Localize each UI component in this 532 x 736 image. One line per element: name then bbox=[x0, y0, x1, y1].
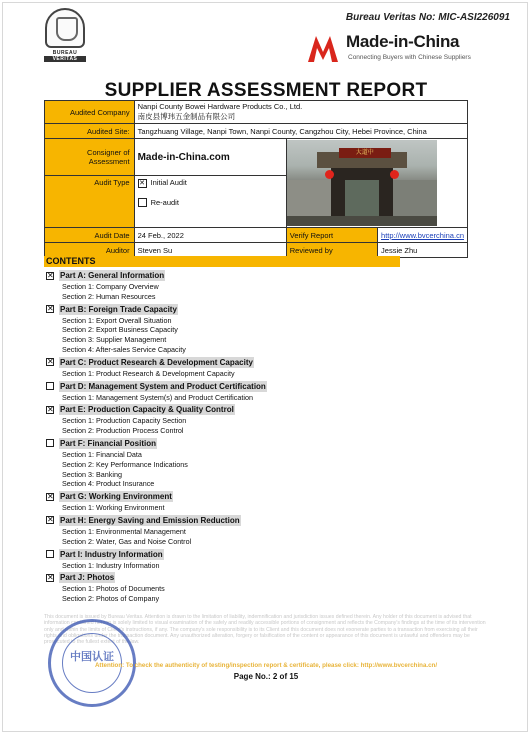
audited-company-value bbox=[134, 101, 467, 124]
part-title: Part E: Production Capacity & Quality Control bbox=[60, 405, 234, 415]
section-item: Section 2: Water, Gas and Noise Control bbox=[62, 536, 192, 546]
audit-date-label: Audit Date bbox=[45, 228, 135, 243]
verify-report-link[interactable]: http://www.bvcerchina.cn bbox=[381, 230, 464, 240]
audit-type-reaudit bbox=[138, 198, 283, 208]
part-checkbox[interactable]: ✕ bbox=[47, 270, 54, 280]
report-title: SUPPLIER ASSESSMENT REPORT bbox=[104, 80, 428, 101]
part-title: Part F: Financial Position bbox=[60, 438, 157, 448]
mic-tagline: Connecting Buyers with Chinese Suppliers bbox=[348, 54, 471, 61]
audited-site-value: Tangzhuang Village, Nanpi Town, Nanpi County, Cangzhou City, Hebei Province, China bbox=[134, 124, 467, 139]
toc-part bbox=[46, 303, 466, 316]
part-checkbox[interactable]: ✕ bbox=[47, 572, 54, 582]
part-sections bbox=[46, 393, 466, 403]
bureau-veritas-logo bbox=[44, 8, 86, 60]
part-title: Part H: Energy Saving and Emission Reduction bbox=[60, 515, 240, 525]
part-sections bbox=[46, 584, 466, 604]
part-title: Part I: Industry Information bbox=[60, 549, 163, 559]
bv-logo-word: BUREAU bbox=[52, 50, 78, 56]
seal-text: 中国认证 bbox=[70, 651, 114, 663]
section-item: Section 1: Management System(s) and Product Certification bbox=[62, 392, 253, 402]
section-item: Section 4: After-sales Service Capacity bbox=[62, 344, 186, 354]
section-item: Section 1: Working Environment bbox=[62, 503, 165, 513]
company-photo bbox=[286, 139, 467, 228]
part-checkbox[interactable] bbox=[46, 439, 54, 447]
audited-company-label: Audited Company bbox=[45, 101, 135, 124]
section-item: Section 3: Supplier Management bbox=[62, 335, 167, 345]
audit-type-initial bbox=[138, 178, 283, 188]
photo-gate-sign: 大道中 bbox=[339, 148, 391, 158]
part-sections bbox=[46, 416, 466, 436]
part-checkbox[interactable] bbox=[46, 550, 54, 558]
verify-authenticity-note[interactable]: Attention: To check the authenticity of testing/inspection report & certificate, please click: http://www.bvcerchina.cn/ bbox=[94, 662, 438, 669]
toc-part bbox=[46, 437, 466, 450]
reaudit-checkbox[interactable] bbox=[138, 198, 147, 207]
assessment-info-table bbox=[44, 100, 468, 258]
part-sections bbox=[46, 316, 466, 355]
toc-part bbox=[46, 356, 466, 369]
consignor-label: Consigner of Assessment bbox=[45, 139, 135, 176]
made-in-china-logo bbox=[306, 30, 476, 66]
part-checkbox[interactable]: ✕ bbox=[47, 404, 54, 414]
part-title: Part C: Product Research & Development Capacity bbox=[60, 357, 253, 367]
bureau-veritas-number: Bureau Veritas No: MIC-ASI226091 bbox=[345, 12, 510, 23]
part-title: Part D: Management System and Product Certification bbox=[60, 381, 266, 391]
audit-date-value: 24 Feb., 2022 bbox=[134, 228, 286, 243]
section-item: Section 4: Product Insurance bbox=[62, 479, 155, 489]
section-item: Section 2: Human Resources bbox=[62, 291, 156, 301]
toc-part bbox=[46, 571, 466, 584]
toc-part bbox=[46, 380, 466, 393]
part-checkbox[interactable]: ✕ bbox=[47, 491, 54, 501]
bv-logo-word2: VERITAS bbox=[44, 56, 86, 62]
part-sections bbox=[46, 282, 466, 302]
part-sections bbox=[46, 369, 466, 379]
verify-report-link-cell bbox=[378, 228, 468, 243]
toc-part bbox=[46, 403, 466, 416]
auditor-label: Auditor bbox=[45, 243, 135, 258]
part-checkbox[interactable]: ✕ bbox=[47, 515, 54, 525]
part-checkbox[interactable] bbox=[46, 382, 54, 390]
section-item: Section 1: Export Overall Situation bbox=[62, 315, 172, 325]
part-checkbox[interactable]: ✕ bbox=[47, 357, 54, 367]
mic-name: Made-in-China bbox=[346, 32, 460, 51]
part-title: Part J: Photos bbox=[60, 573, 115, 583]
audit-type-value bbox=[134, 176, 286, 228]
contents-heading: CONTENTS bbox=[44, 256, 400, 267]
part-title: Part G: Working Environment bbox=[60, 492, 172, 502]
verify-report-label: Verify Report bbox=[286, 228, 377, 243]
disclaimer-text: This document is issued by Bureau Veritas. Attention is drawn to the limitation of liability, indemnification and jurisdiction issues defined therein. Any holder of this document is advised that information contained hereon is solely limited to visual examination of the safely and readily accessible portions of consignment and reflects the Company's findings at the time of its intervention only and within the limits of Client's instructions, if any. The company's sole responsibility is to its Client and this document does not exonerate parties to a transaction from exercising all their rights and obligations under the transaction document. Any unauthorized alteration, forgery or falsification of the content or appearance of this document is unlawful and offenders may be prosecuted to the fullest extent of the law. bbox=[44, 614, 486, 646]
section-item: Section 2: Photos of Company bbox=[62, 594, 160, 604]
section-item: Section 3: Banking bbox=[62, 469, 122, 479]
part-sections bbox=[46, 450, 466, 489]
audited-company-en: Nanpi County Bowei Hardware Products Co., Ltd. bbox=[137, 102, 303, 111]
table-of-contents bbox=[46, 268, 466, 605]
toc-part bbox=[46, 269, 466, 282]
initial-audit-label: Initial Audit bbox=[150, 178, 187, 187]
audit-type-label: Audit Type bbox=[45, 176, 135, 228]
part-title: Part B: Foreign Trade Capacity bbox=[60, 304, 177, 314]
audited-company-cn: 南皮县博玮五金制品有限公司 bbox=[137, 112, 236, 121]
toc-part bbox=[46, 490, 466, 503]
part-checkbox[interactable]: ✕ bbox=[47, 304, 54, 314]
section-item: Section 1: Industry Information bbox=[62, 560, 160, 570]
part-title: Part A: General Information bbox=[60, 271, 165, 280]
initial-audit-checkbox[interactable]: ✕ bbox=[139, 179, 146, 187]
section-item: Section 1: Product Research & Development Capacity bbox=[62, 368, 235, 378]
section-item: Section 1: Company Overview bbox=[62, 282, 159, 291]
reaudit-label: Re-audit bbox=[150, 197, 179, 207]
part-sections bbox=[46, 561, 466, 571]
part-sections bbox=[46, 503, 466, 513]
bv-shield-icon bbox=[45, 8, 85, 48]
section-item: Section 2: Production Process Control bbox=[62, 426, 184, 436]
section-item: Section 1: Production Capacity Section bbox=[62, 416, 187, 426]
part-sections bbox=[46, 527, 466, 547]
section-item: Section 1: Photos of Documents bbox=[62, 584, 165, 594]
auditor-value: Steven Su bbox=[134, 243, 286, 258]
section-item: Section 1: Environmental Management bbox=[62, 526, 186, 536]
page-number: Page No.: 2 of 15 bbox=[233, 672, 299, 681]
section-item: Section 2: Export Business Capacity bbox=[62, 325, 178, 335]
mic-m-icon bbox=[306, 30, 340, 64]
consignor-value: Made-in-China.com bbox=[134, 139, 286, 176]
toc-part bbox=[46, 514, 466, 527]
audited-site-label: Audited Site: bbox=[45, 124, 135, 139]
reviewed-by-value: Jessie Zhu bbox=[378, 243, 468, 258]
section-item: Section 2: Key Performance Indications bbox=[62, 459, 188, 469]
section-item: Section 1: Financial Data bbox=[62, 449, 142, 459]
reviewed-by-label: Reviewed by bbox=[286, 243, 377, 258]
toc-part bbox=[46, 548, 466, 561]
